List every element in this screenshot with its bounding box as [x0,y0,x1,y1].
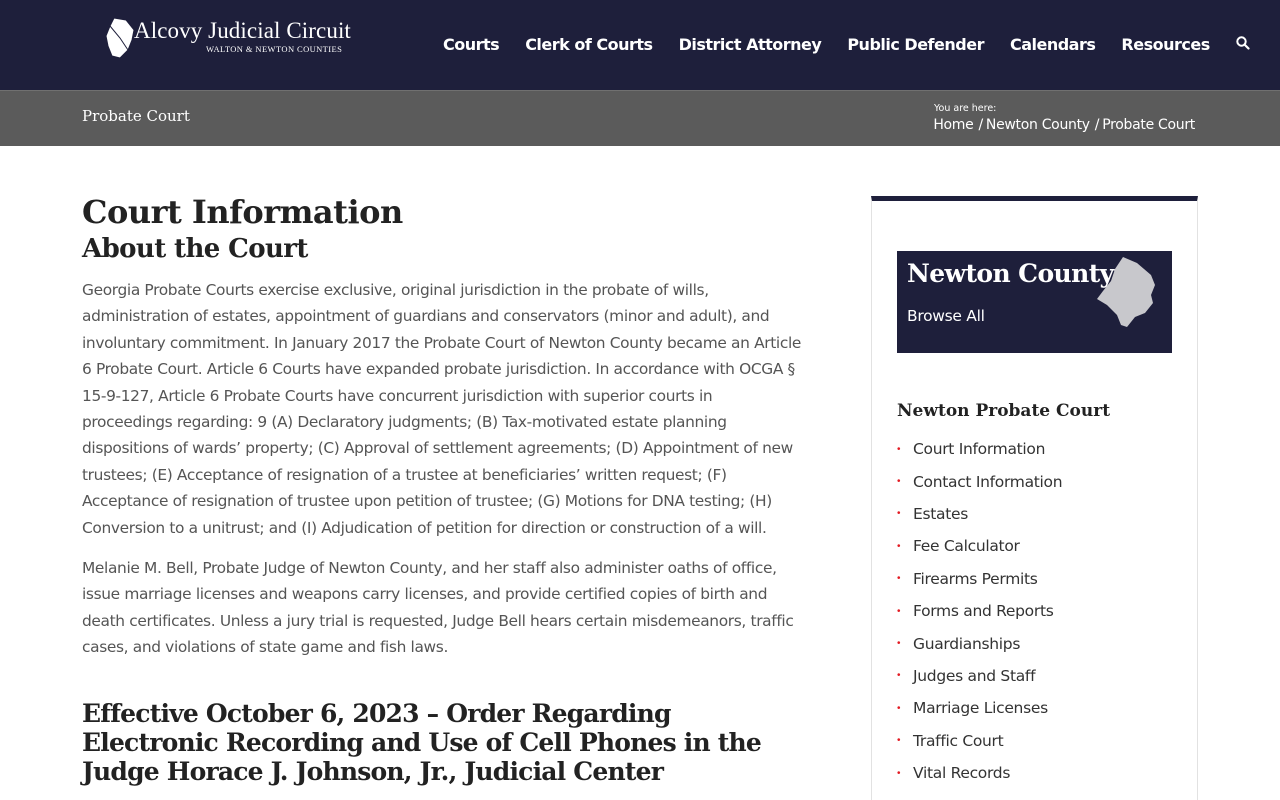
sidebar-item-vital-records[interactable] [897,757,1062,789]
main-nav [443,34,1250,55]
bullet-icon: • [897,767,901,779]
sidebar-link[interactable]: Vital Records [913,764,1011,783]
sidebar [871,196,1198,800]
sidebar-item-forms-and-reports[interactable] [897,595,1062,627]
sidebar-item-marriage-licenses[interactable] [897,692,1062,724]
bullet-icon: • [897,670,901,682]
county-card[interactable] [897,251,1172,353]
browse-all-link[interactable]: Browse All [907,307,985,325]
sidebar-link[interactable]: Traffic Court [913,731,1004,750]
nav-clerk-of-courts[interactable]: Clerk of Courts [525,35,653,54]
page-title: Probate Court [82,107,190,125]
bullet-icon: • [897,573,901,585]
search-button[interactable] [1236,36,1250,55]
bullet-icon: • [897,508,901,520]
sidebar-link[interactable]: Contact Information [913,472,1063,491]
bullet-icon: • [897,605,901,617]
breadcrumb-current: Probate Court [1102,117,1195,133]
about-paragraph-1: Georgia Probate Courts exercise exclusive, original jurisdiction in the probate of wills, administration of estates, appointment of guardians and conservators (minor and adult), and involuntary commitment. In January 2017 the Probate Court of Newton County became an Article 6 Probate Court. Article 6 Courts have expanded probate jurisdiction. In accordance with OCGA § 15-9-127, Article 6 Probate Courts have concurrent jurisdiction with superior courts in proceedings regarding: 9 (A) Declaratory judgments; (B) Tax-motivated estate planning dispositions of wards’ property; (C) Approval of settlement agreements; (D) Appointment of new trustees; (E) Acceptance of resignation of a trustee at beneficiaries’ written request; (F) Acceptance of resignation of trustee upon petition of trustee; (G) Motions for DNA testing; (H) Conversion to a unitrust; and (I) Adjudication of petition for direction or construction of a will. [82,281,801,537]
sidebar-link[interactable]: Firearms Permits [913,569,1038,588]
sidebar-link[interactable]: Court Information [913,440,1046,459]
nav-courts[interactable]: Courts [443,35,500,54]
sidebar-link[interactable]: Forms and Reports [913,602,1054,621]
sidebar-link[interactable]: Guardianships [913,634,1021,653]
sidebar-item-fee-calculator[interactable] [897,530,1062,562]
sidebar-heading: Newton Probate Court [897,401,1111,421]
sidebar-item-guardianships[interactable] [897,627,1062,659]
bullet-icon: • [897,735,901,747]
breadcrumb-newton-county[interactable]: Newton County [985,117,1090,133]
sidebar-link[interactable]: Fee Calculator [913,537,1020,556]
sidebar-item-judges-and-staff[interactable] [897,660,1062,692]
title-bar [0,90,1280,146]
nav-calendars[interactable]: Calendars [1009,35,1096,54]
sidebar-link[interactable]: Judges and Staff [913,666,1036,685]
sidebar-item-estates[interactable] [897,498,1062,530]
logo-subtitle: WALTON & NEWTON COUNTIES [206,44,343,54]
county-name: Newton County [907,259,1114,288]
sidebar-link[interactable]: Estates [913,504,969,523]
search-icon [1236,36,1250,50]
sidebar-menu [897,433,1062,789]
section-heading: About the Court [82,234,308,264]
site-header [0,0,1280,90]
nav-public-defender[interactable]: Public Defender [847,35,984,54]
bullet-icon: • [897,638,901,650]
nav-district-attorney[interactable]: District Attorney [678,35,822,54]
main-content [82,192,802,786]
breadcrumb-home[interactable]: Home [933,117,974,133]
county-map-icon [104,16,138,62]
site-logo[interactable] [104,16,364,62]
breadcrumb [933,117,1195,133]
bullet-icon: • [897,540,901,552]
sidebar-item-court-information[interactable] [897,433,1062,465]
bullet-icon: • [897,443,901,455]
about-paragraph-2: Melanie M. Bell, Probate Judge of Newton County, and her staff also administer oaths of office, issue marriage licenses and weapons carry licenses, and provide certified copies of birth and death certificates. Unless a jury trial is requested, Judge Bell hears certain misdemeanors, traffic cases, and violations of state game and fish laws. [82,559,794,657]
bullet-icon: • [897,702,901,714]
nav-resources[interactable]: Resources [1121,35,1210,54]
order-heading: Effective October 6, 2023 – Order Regarding Electronic Recording and Use of Cell Phones in the Judge Horace J. Johnson, Jr., Judicial Center [82,698,761,786]
breadcrumb-label: You are here: [934,103,997,114]
logo-title: Alcovy Judicial Circuit [134,18,351,43]
content-heading: Court Information [82,193,403,231]
sidebar-item-traffic-court[interactable] [897,725,1062,757]
breadcrumb-separator: / [978,117,983,133]
sidebar-link[interactable]: Marriage Licenses [913,699,1048,718]
sidebar-item-firearms-permits[interactable] [897,563,1062,595]
bullet-icon: • [897,476,901,488]
breadcrumb-separator: / [1094,117,1100,133]
sidebar-item-contact-information[interactable] [897,465,1062,497]
